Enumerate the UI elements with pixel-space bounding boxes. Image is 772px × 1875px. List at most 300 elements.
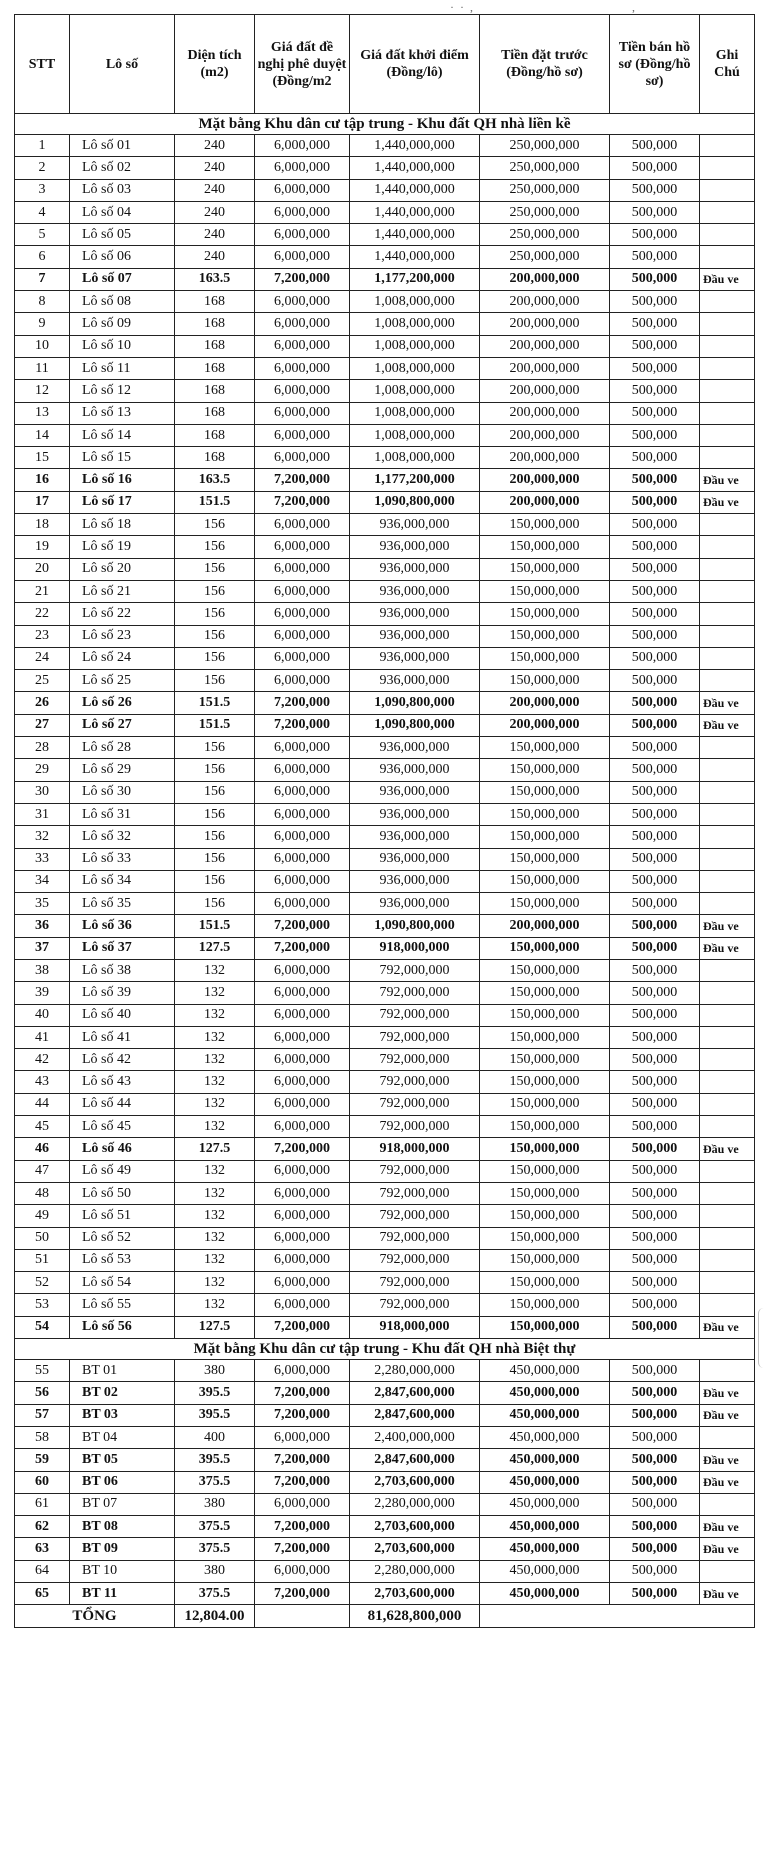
cell-deposit: 450,000,000 (480, 1382, 610, 1404)
table-row (15, 1449, 755, 1471)
cell-stt: 28 (15, 737, 70, 759)
table-row (15, 692, 755, 714)
header-start-price: Giá đất khởi điểm (Đồng/lô) (350, 15, 480, 114)
cell-note: Đầu ve (700, 1471, 755, 1493)
cell-lot: Lô số 56 (70, 1316, 175, 1338)
header-lot: Lô số (70, 15, 175, 114)
cell-deposit: 150,000,000 (480, 959, 610, 981)
cell-note (700, 135, 755, 157)
table-row (15, 1160, 755, 1182)
cell-start-price: 792,000,000 (350, 1004, 480, 1026)
cell-deposit: 450,000,000 (480, 1426, 610, 1448)
cell-unit-price: 6,000,000 (255, 982, 350, 1004)
table-row (15, 737, 755, 759)
cell-stt: 3 (15, 179, 70, 201)
cell-deposit: 200,000,000 (480, 469, 610, 491)
cell-fee: 500,000 (610, 1049, 700, 1071)
cell-start-price: 936,000,000 (350, 870, 480, 892)
cell-start-price: 1,440,000,000 (350, 224, 480, 246)
cell-lot: Lô số 24 (70, 647, 175, 669)
table-row (15, 603, 755, 625)
header-deposit: Tiền đặt trước (Đồng/hồ sơ) (480, 15, 610, 114)
cell-lot: Lô số 27 (70, 714, 175, 736)
cell-unit-price: 6,000,000 (255, 1249, 350, 1271)
cell-lot: Lô số 53 (70, 1249, 175, 1271)
cell-area: 132 (175, 1160, 255, 1182)
lot-price-table (14, 14, 755, 1628)
cell-fee: 500,000 (610, 692, 700, 714)
cell-note: Đầu ve (700, 1516, 755, 1538)
cell-note (700, 1294, 755, 1316)
cell-area: 132 (175, 1294, 255, 1316)
cell-start-price: 918,000,000 (350, 1138, 480, 1160)
cell-fee: 500,000 (610, 402, 700, 424)
margin-scribble (758, 1308, 769, 1368)
cell-note (700, 1249, 755, 1271)
cell-start-price: 1,008,000,000 (350, 335, 480, 357)
cell-start-price: 936,000,000 (350, 670, 480, 692)
table-row (15, 447, 755, 469)
total-row (15, 1605, 755, 1628)
cell-note: Đầu ve (700, 268, 755, 290)
cell-unit-price: 6,000,000 (255, 1426, 350, 1448)
header-area: Diện tích (m2) (175, 15, 255, 114)
cell-area: 240 (175, 157, 255, 179)
table-row (15, 915, 755, 937)
cell-note: Đầu ve (700, 1404, 755, 1426)
table-row (15, 870, 755, 892)
table-row (15, 625, 755, 647)
cell-unit-price: 6,000,000 (255, 1205, 350, 1227)
cell-area: 156 (175, 737, 255, 759)
cell-lot: BT 04 (70, 1426, 175, 1448)
table-row (15, 848, 755, 870)
cell-note (700, 603, 755, 625)
cell-fee: 500,000 (610, 580, 700, 602)
cell-stt: 47 (15, 1160, 70, 1182)
cell-deposit: 200,000,000 (480, 357, 610, 379)
table-row (15, 1294, 755, 1316)
cell-lot: Lô số 39 (70, 982, 175, 1004)
cell-unit-price: 6,000,000 (255, 1272, 350, 1294)
cell-note (700, 580, 755, 602)
table-row (15, 558, 755, 580)
cell-stt: 62 (15, 1516, 70, 1538)
cell-area: 156 (175, 803, 255, 825)
cell-lot: Lô số 42 (70, 1049, 175, 1071)
cell-unit-price: 6,000,000 (255, 514, 350, 536)
cell-start-price: 1,008,000,000 (350, 291, 480, 313)
cell-start-price: 1,440,000,000 (350, 246, 480, 268)
cell-deposit: 150,000,000 (480, 870, 610, 892)
table-row (15, 1316, 755, 1338)
cell-stt: 40 (15, 1004, 70, 1026)
table-row (15, 1093, 755, 1115)
cell-stt: 37 (15, 937, 70, 959)
cell-stt: 65 (15, 1583, 70, 1605)
cell-fee: 500,000 (610, 536, 700, 558)
cell-stt: 38 (15, 959, 70, 981)
cell-note (700, 781, 755, 803)
cell-area: 127.5 (175, 1138, 255, 1160)
cell-note (700, 1205, 755, 1227)
cell-area: 127.5 (175, 1316, 255, 1338)
cell-start-price: 936,000,000 (350, 558, 480, 580)
cell-lot: Lô số 31 (70, 803, 175, 825)
cell-start-price: 936,000,000 (350, 514, 480, 536)
cell-area: 132 (175, 1049, 255, 1071)
cell-unit-price: 6,000,000 (255, 670, 350, 692)
cell-stt: 54 (15, 1316, 70, 1338)
cell-start-price: 1,090,800,000 (350, 714, 480, 736)
cell-stt: 6 (15, 246, 70, 268)
cell-stt: 36 (15, 915, 70, 937)
cell-stt: 25 (15, 670, 70, 692)
cell-start-price: 2,703,600,000 (350, 1538, 480, 1560)
table-row (15, 157, 755, 179)
cell-unit-price: 6,000,000 (255, 1560, 350, 1582)
cell-area: 163.5 (175, 268, 255, 290)
cell-start-price: 1,008,000,000 (350, 357, 480, 379)
cell-note (700, 536, 755, 558)
cell-unit-price: 6,000,000 (255, 1182, 350, 1204)
cell-deposit: 150,000,000 (480, 1182, 610, 1204)
table-row (15, 224, 755, 246)
cell-area: 132 (175, 1182, 255, 1204)
cell-start-price: 792,000,000 (350, 1249, 480, 1271)
table-row (15, 313, 755, 335)
cell-start-price: 2,847,600,000 (350, 1404, 480, 1426)
cell-lot: Lô số 29 (70, 759, 175, 781)
cell-stt: 59 (15, 1449, 70, 1471)
cell-start-price: 1,177,200,000 (350, 268, 480, 290)
table-header (15, 15, 755, 114)
cell-deposit: 200,000,000 (480, 714, 610, 736)
cell-unit-price: 6,000,000 (255, 424, 350, 446)
cell-start-price: 792,000,000 (350, 982, 480, 1004)
cell-area: 240 (175, 201, 255, 223)
cell-note (700, 1093, 755, 1115)
cell-fee: 500,000 (610, 982, 700, 1004)
cell-unit-price: 6,000,000 (255, 870, 350, 892)
cell-unit-price: 6,000,000 (255, 647, 350, 669)
cell-start-price: 792,000,000 (350, 1205, 480, 1227)
cell-stt: 7 (15, 268, 70, 290)
cell-deposit: 150,000,000 (480, 1071, 610, 1093)
cell-lot: Lô số 19 (70, 536, 175, 558)
cell-lot: BT 02 (70, 1382, 175, 1404)
cell-lot: Lô số 15 (70, 447, 175, 469)
cell-lot: Lô số 09 (70, 313, 175, 335)
cell-deposit: 150,000,000 (480, 1138, 610, 1160)
table-row (15, 1538, 755, 1560)
table-row (15, 469, 755, 491)
cell-lot: Lô số 21 (70, 580, 175, 602)
cell-lot: BT 08 (70, 1516, 175, 1538)
cell-deposit: 200,000,000 (480, 380, 610, 402)
cell-area: 156 (175, 670, 255, 692)
cell-lot: Lô số 22 (70, 603, 175, 625)
cell-note (700, 826, 755, 848)
table-row (15, 335, 755, 357)
cell-fee: 500,000 (610, 1116, 700, 1138)
cell-stt: 13 (15, 402, 70, 424)
cell-area: 375.5 (175, 1471, 255, 1493)
cell-lot: Lô số 51 (70, 1205, 175, 1227)
cell-unit-price: 7,200,000 (255, 714, 350, 736)
cell-fee: 500,000 (610, 848, 700, 870)
table-row (15, 1404, 755, 1426)
cell-start-price: 936,000,000 (350, 893, 480, 915)
cell-note (700, 380, 755, 402)
cell-deposit: 200,000,000 (480, 402, 610, 424)
cell-fee: 500,000 (610, 135, 700, 157)
cell-stt: 24 (15, 647, 70, 669)
cell-start-price: 1,008,000,000 (350, 313, 480, 335)
cell-lot: Lô số 06 (70, 246, 175, 268)
cell-note (700, 625, 755, 647)
cell-unit-price: 6,000,000 (255, 848, 350, 870)
scan-mark: · · , , (450, 0, 635, 14)
table-body (15, 114, 755, 1628)
cell-stt: 2 (15, 157, 70, 179)
cell-area: 151.5 (175, 491, 255, 513)
cell-stt: 42 (15, 1049, 70, 1071)
cell-fee: 500,000 (610, 380, 700, 402)
cell-lot: Lô số 43 (70, 1071, 175, 1093)
cell-fee: 500,000 (610, 157, 700, 179)
cell-deposit: 450,000,000 (480, 1449, 610, 1471)
cell-lot: Lô số 08 (70, 291, 175, 313)
cell-deposit: 150,000,000 (480, 1316, 610, 1338)
cell-stt: 33 (15, 848, 70, 870)
cell-stt: 41 (15, 1026, 70, 1048)
cell-area: 132 (175, 1004, 255, 1026)
cell-lot: Lô số 16 (70, 469, 175, 491)
cell-unit-price: 6,000,000 (255, 759, 350, 781)
table-row (15, 982, 755, 1004)
total-area: 12,804.00 (175, 1605, 255, 1628)
cell-start-price: 792,000,000 (350, 1026, 480, 1048)
cell-stt: 60 (15, 1471, 70, 1493)
cell-deposit: 250,000,000 (480, 135, 610, 157)
cell-area: 168 (175, 291, 255, 313)
cell-unit-price: 6,000,000 (255, 291, 350, 313)
cell-deposit: 200,000,000 (480, 291, 610, 313)
section-row (15, 114, 755, 135)
cell-area: 168 (175, 313, 255, 335)
cell-fee: 500,000 (610, 1205, 700, 1227)
cell-fee: 500,000 (610, 1004, 700, 1026)
table-row (15, 1560, 755, 1582)
cell-lot: BT 10 (70, 1560, 175, 1582)
cell-stt: 45 (15, 1116, 70, 1138)
cell-note (700, 959, 755, 981)
cell-note (700, 424, 755, 446)
cell-stt: 12 (15, 380, 70, 402)
cell-area: 156 (175, 893, 255, 915)
cell-deposit: 150,000,000 (480, 670, 610, 692)
cell-note (700, 558, 755, 580)
cell-unit-price: 6,000,000 (255, 781, 350, 803)
cell-stt: 46 (15, 1138, 70, 1160)
table-row (15, 781, 755, 803)
cell-fee: 500,000 (610, 447, 700, 469)
cell-area: 156 (175, 558, 255, 580)
cell-start-price: 1,440,000,000 (350, 179, 480, 201)
cell-start-price: 1,440,000,000 (350, 135, 480, 157)
cell-note (700, 157, 755, 179)
cell-stt: 10 (15, 335, 70, 357)
cell-area: 151.5 (175, 692, 255, 714)
table-row (15, 1382, 755, 1404)
cell-start-price: 936,000,000 (350, 781, 480, 803)
cell-note (700, 447, 755, 469)
cell-lot: Lô số 52 (70, 1227, 175, 1249)
cell-deposit: 450,000,000 (480, 1360, 610, 1382)
cell-note (700, 1360, 755, 1382)
cell-note: Đầu ve (700, 692, 755, 714)
cell-deposit: 250,000,000 (480, 246, 610, 268)
table-row (15, 1471, 755, 1493)
cell-note (700, 647, 755, 669)
cell-note (700, 291, 755, 313)
cell-area: 132 (175, 959, 255, 981)
cell-start-price: 792,000,000 (350, 1272, 480, 1294)
cell-area: 168 (175, 424, 255, 446)
total-label: TỔNG (15, 1605, 175, 1628)
cell-unit-price: 6,000,000 (255, 447, 350, 469)
cell-start-price: 936,000,000 (350, 625, 480, 647)
table-row (15, 1426, 755, 1448)
cell-start-price: 792,000,000 (350, 959, 480, 981)
cell-stt: 27 (15, 714, 70, 736)
cell-deposit: 150,000,000 (480, 826, 610, 848)
cell-deposit: 150,000,000 (480, 647, 610, 669)
table-row (15, 1071, 755, 1093)
cell-start-price: 1,440,000,000 (350, 157, 480, 179)
cell-start-price: 792,000,000 (350, 1116, 480, 1138)
cell-unit-price: 6,000,000 (255, 201, 350, 223)
cell-area: 132 (175, 1272, 255, 1294)
cell-area: 156 (175, 848, 255, 870)
table-row (15, 580, 755, 602)
cell-unit-price: 6,000,000 (255, 603, 350, 625)
cell-lot: Lô số 02 (70, 157, 175, 179)
cell-lot: Lô số 13 (70, 402, 175, 424)
cell-fee: 500,000 (610, 959, 700, 981)
cell-fee: 500,000 (610, 1227, 700, 1249)
cell-area: 168 (175, 447, 255, 469)
cell-unit-price: 6,000,000 (255, 224, 350, 246)
cell-fee: 500,000 (610, 893, 700, 915)
cell-unit-price: 6,000,000 (255, 1160, 350, 1182)
cell-deposit: 450,000,000 (480, 1471, 610, 1493)
cell-fee: 500,000 (610, 1160, 700, 1182)
cell-deposit: 150,000,000 (480, 1004, 610, 1026)
cell-note: Đầu ve (700, 469, 755, 491)
cell-lot: Lô số 04 (70, 201, 175, 223)
cell-stt: 50 (15, 1227, 70, 1249)
cell-fee: 500,000 (610, 603, 700, 625)
cell-start-price: 792,000,000 (350, 1093, 480, 1115)
cell-lot: Lô số 30 (70, 781, 175, 803)
cell-lot: Lô số 03 (70, 179, 175, 201)
cell-unit-price: 6,000,000 (255, 1227, 350, 1249)
cell-note (700, 179, 755, 201)
cell-note (700, 224, 755, 246)
cell-note: Đầu ve (700, 1138, 755, 1160)
cell-fee: 500,000 (610, 558, 700, 580)
cell-deposit: 450,000,000 (480, 1493, 610, 1515)
cell-unit-price: 7,200,000 (255, 1583, 350, 1605)
cell-start-price: 2,703,600,000 (350, 1583, 480, 1605)
cell-stt: 39 (15, 982, 70, 1004)
cell-note: Đầu ve (700, 915, 755, 937)
cell-lot: Lô số 33 (70, 848, 175, 870)
table-row (15, 803, 755, 825)
cell-unit-price: 7,200,000 (255, 1449, 350, 1471)
cell-note: Đầu ve (700, 1382, 755, 1404)
header-note: Ghi Chú (700, 15, 755, 114)
cell-stt: 51 (15, 1249, 70, 1271)
cell-stt: 34 (15, 870, 70, 892)
table-row (15, 291, 755, 313)
cell-unit-price: 6,000,000 (255, 1026, 350, 1048)
cell-start-price: 2,280,000,000 (350, 1493, 480, 1515)
cell-stt: 4 (15, 201, 70, 223)
cell-stt: 16 (15, 469, 70, 491)
table-row (15, 1182, 755, 1204)
cell-area: 132 (175, 982, 255, 1004)
table-row (15, 514, 755, 536)
table-row (15, 826, 755, 848)
cell-note (700, 670, 755, 692)
cell-unit-price: 7,200,000 (255, 937, 350, 959)
cell-stt: 35 (15, 893, 70, 915)
cell-unit-price: 6,000,000 (255, 580, 350, 602)
cell-note (700, 313, 755, 335)
cell-start-price: 792,000,000 (350, 1071, 480, 1093)
cell-deposit: 200,000,000 (480, 335, 610, 357)
table-row (15, 714, 755, 736)
cell-fee: 500,000 (610, 826, 700, 848)
cell-start-price: 936,000,000 (350, 647, 480, 669)
cell-deposit: 200,000,000 (480, 692, 610, 714)
cell-unit-price: 7,200,000 (255, 1316, 350, 1338)
cell-note (700, 1071, 755, 1093)
cell-start-price: 936,000,000 (350, 603, 480, 625)
cell-unit-price: 6,000,000 (255, 803, 350, 825)
cell-deposit: 150,000,000 (480, 937, 610, 959)
cell-lot: Lô số 28 (70, 737, 175, 759)
cell-stt: 48 (15, 1182, 70, 1204)
section-row (15, 1339, 755, 1360)
cell-stt: 61 (15, 1493, 70, 1515)
cell-stt: 58 (15, 1426, 70, 1448)
cell-deposit: 250,000,000 (480, 201, 610, 223)
cell-unit-price: 6,000,000 (255, 1493, 350, 1515)
cell-lot: Lô số 40 (70, 1004, 175, 1026)
cell-unit-price: 6,000,000 (255, 402, 350, 424)
cell-area: 395.5 (175, 1404, 255, 1426)
cell-note (700, 402, 755, 424)
cell-stt: 9 (15, 313, 70, 335)
cell-stt: 53 (15, 1294, 70, 1316)
cell-unit-price: 7,200,000 (255, 1138, 350, 1160)
cell-area: 156 (175, 603, 255, 625)
table-row (15, 246, 755, 268)
